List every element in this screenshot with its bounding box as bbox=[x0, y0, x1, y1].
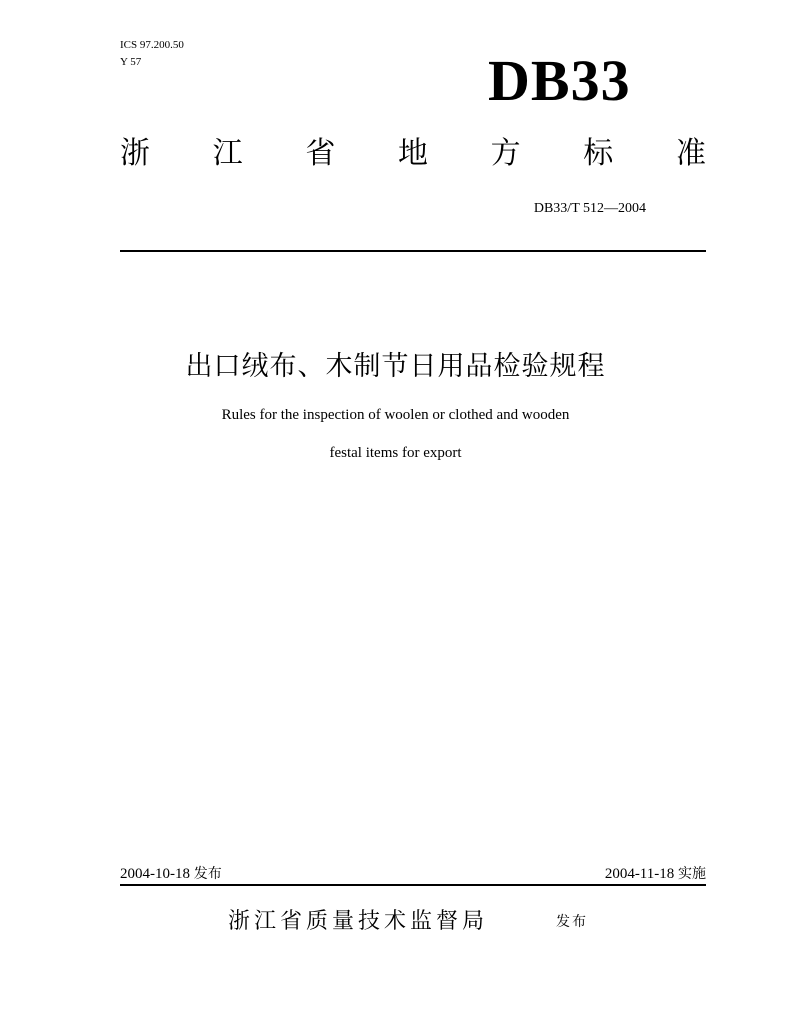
top-divider bbox=[120, 250, 706, 252]
standard-logo: DB33 bbox=[488, 48, 631, 113]
implementation-date-label: 实施 bbox=[678, 866, 706, 882]
publish-label: 发布 bbox=[556, 914, 588, 930]
ics-code: ICS 97.200.50 bbox=[120, 39, 184, 51]
issue-date-value: 2004-10-18 bbox=[120, 866, 190, 882]
standard-type-char: 准 bbox=[675, 136, 706, 171]
standard-type-char: 省 bbox=[305, 136, 336, 171]
document-title-english-line2: festal items for export bbox=[329, 445, 462, 461]
implementation-date bbox=[460, 864, 706, 884]
standard-type-heading bbox=[120, 134, 706, 174]
standard-type-char: 方 bbox=[490, 136, 521, 171]
bottom-divider bbox=[120, 884, 706, 886]
document-title-english-line1: Rules for the inspection of woolen or clothed and wooden bbox=[221, 407, 570, 423]
standard-number: DB33/T 512—2004 bbox=[533, 201, 646, 216]
publisher-name: 浙江省质量技术监督局 bbox=[228, 909, 489, 934]
standard-type-char: 江 bbox=[212, 136, 243, 171]
document-title-chinese: 出口绒布、木制节日用品检验规程 bbox=[185, 351, 606, 382]
ccs-code: Y 57 bbox=[120, 56, 142, 68]
standard-type-char: 标 bbox=[583, 136, 614, 171]
implementation-date-value: 2004-11-18 bbox=[604, 866, 675, 882]
issue-date-label: 发布 bbox=[193, 866, 222, 882]
issue-date bbox=[120, 864, 222, 884]
standard-type-char: 浙 bbox=[120, 136, 150, 171]
standard-type-char: 地 bbox=[397, 136, 428, 171]
